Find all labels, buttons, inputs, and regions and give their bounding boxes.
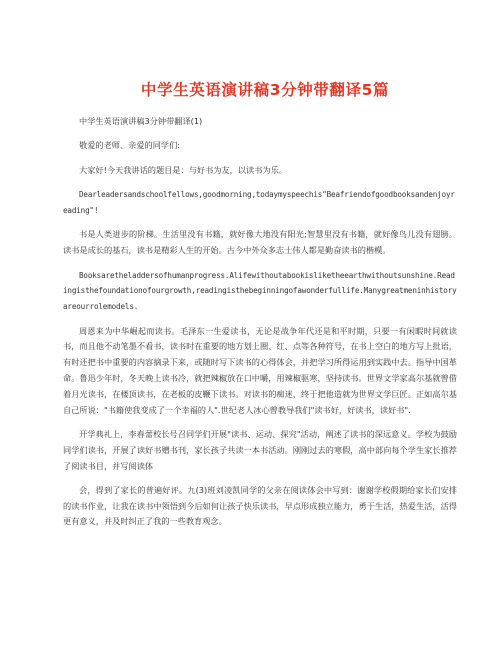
paragraph-books-cn: 书是人类进步的阶梯。生活里没有书籍，就好像大地没有阳光;智慧里没有书籍，就好像鸟儿没有翅膀。读书是成长的基石，读书是精彩人生的开始。古今中外众多志士伟人都是勤奋读书的楷模。 xyxy=(63,229,457,256)
paragraph-feedback: 会，得到了家长的普遍好评。九(3)班刘凌凯同学的父亲在阅读体会中写到：谢谢学校假期给家长们安排的读书作业，让我在读书中领悟到今后如何让孩子快乐读书，早点形成独立能力，勇于生活，热爱生活，活得更有意义，并及时纠正了我的一些教育观念。 xyxy=(63,484,457,527)
paragraph-subtitle: 中学生英语演讲稿3分钟带翻译(1) xyxy=(79,116,203,126)
paragraph-books-en: Booksaretheladdersofhumanprogress.Alifewithoutabookisliketheearthwithoutsunshine.Readingisthefoundationofourgrowth,readingisthebeginningofawonderfullife.Manygreatmeninhistoryareourrolemodels. xyxy=(63,270,457,312)
paragraph-topic-en: Dearleadersandschoolfellows,goodmorning,todaymyspeechis"Beafriendofgoodbooksandenjoyreading"! xyxy=(63,190,455,215)
paragraph-examples: 周恩来为中华崛起而读书。毛泽东一生爱读书，无论是战争年代还是和平时期，只要一有闲暇时间就读书，而且他不动笔墨不看书，读书时在重要的地方划上圈、红、点等各种符号，在书上空白的地方写上批语，有时还把书中重要的内容摘录下来，或随时写下读书的心得体会，并把学习所得运用到实践中去。指导中国革命。鲁迅少年时，冬天晚上读书冷，就把辣椒放在口中嚼，用辣椒驱寒，坚持读书。世界文学家高尔基就曾借着月光读书，在楼顶读书，在老板的皮鞭下读书。对读书的痴迷，终于把他造就为世界文学巨匠。正如高尔基自己所说："书籍使我变成了一个幸福的人".世纪老人冰心曾教导我们"读书好，好读书，读好书". xyxy=(63,325,457,415)
document-title: 中学生英语演讲稿3分钟带翻译5篇 xyxy=(140,81,390,99)
paragraph-topic-cn: 大家好!今天我讲话的题目是：与好书为友，以读书为乐。 xyxy=(79,164,287,175)
paragraph-greeting: 敬爱的老师、亲爱的同学们: xyxy=(79,140,181,151)
paragraph-ceremony: 开学典礼上，李春蕾校长号召同学们开展"读书、运动、探究"活动，阐述了读书的深远意义。学校为鼓励同学们读书，开展了读好书赠书刊，家长孩子共读一本书活动。刚刚过去的寒假，高中部向每个学生家长推荐了阅读书目，并写阅读体 xyxy=(63,428,457,471)
document-body xyxy=(63,114,457,530)
